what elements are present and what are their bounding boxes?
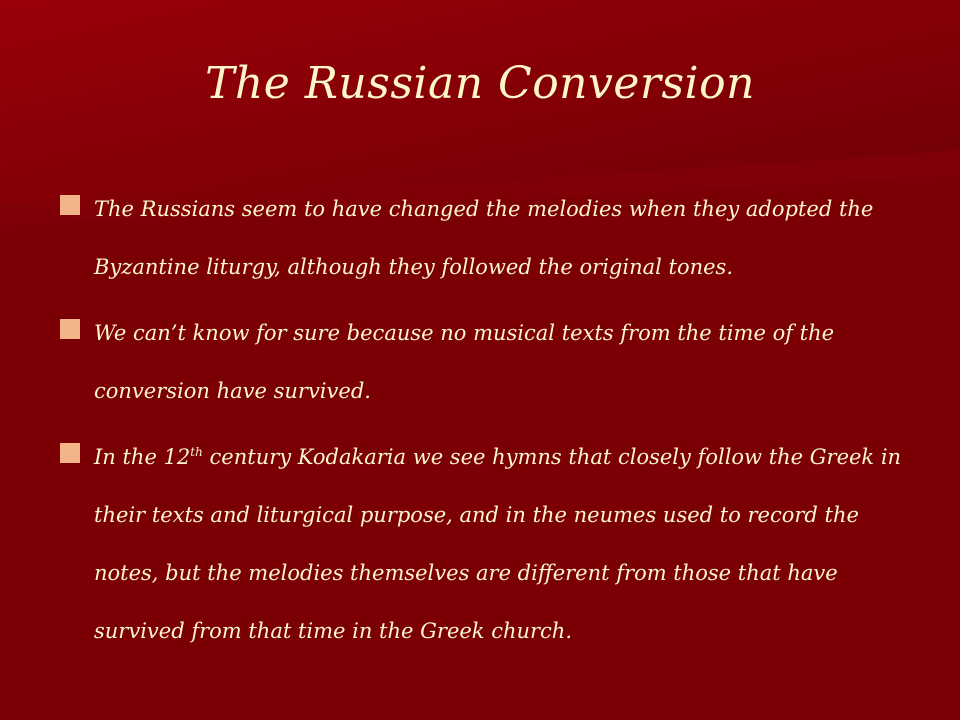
bullet-text: We can’t know for sure because no musical texts from the time of the conversion have survived. (94, 321, 835, 403)
bullet-text-after: century Kodakaria we see hymns that closely follow the Greek in their texts and liturgical purpose, and in the neumes used to record the notes, but the melodies themselves are different from those that have survived from that time in the Greek church. (94, 445, 902, 643)
bullet-list (58, 180, 918, 668)
square-bullet-icon (60, 443, 80, 463)
square-bullet-icon (60, 195, 80, 215)
slide-title: The Russian Conversion (205, 58, 755, 109)
bullet-text: The Russians seem to have changed the melodies when they adopted the Byzantine liturgy, although they followed the original tones. (94, 197, 874, 279)
bullet-item (58, 428, 918, 660)
bullet-text-before: In the 12 (94, 445, 191, 469)
bullet-text-superscript: th (190, 445, 203, 459)
square-bullet-icon (60, 319, 80, 339)
bullet-item (58, 180, 918, 296)
bullet-item (58, 304, 918, 420)
